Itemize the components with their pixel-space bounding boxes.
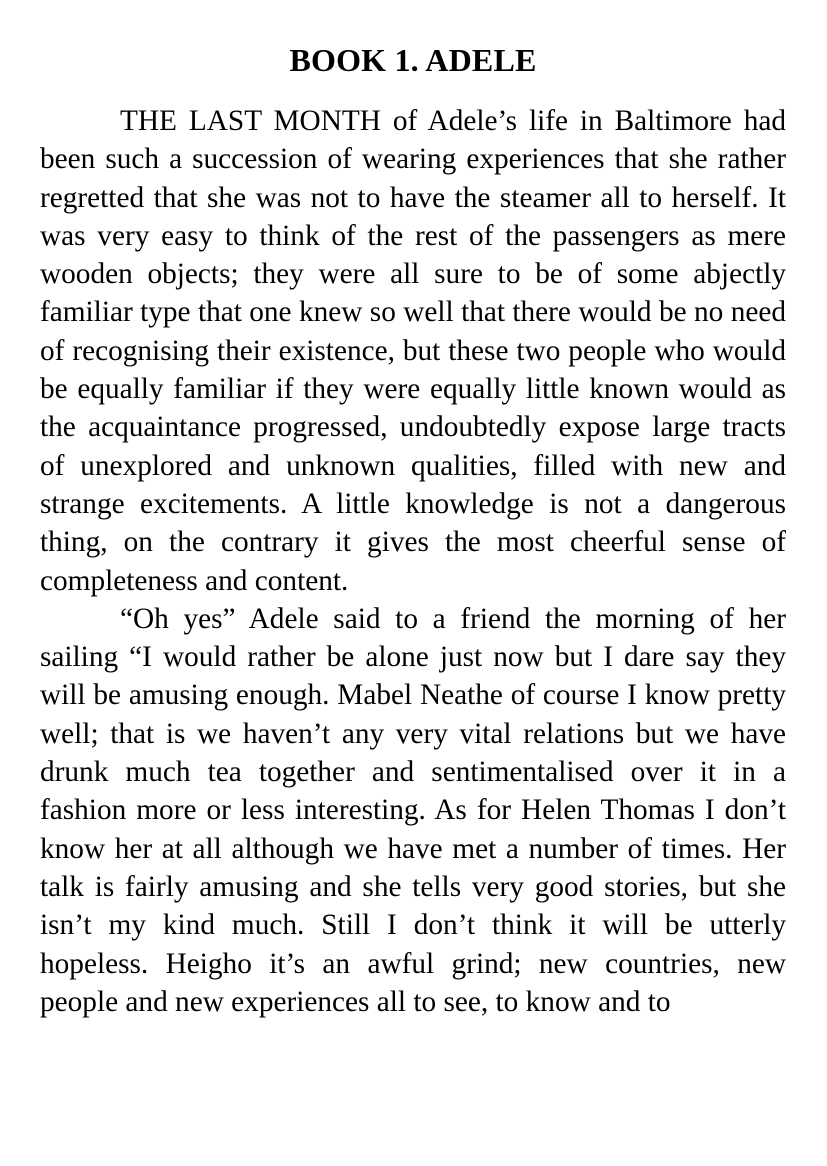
paragraph-2: “Oh yes” Adele said to a friend the morning of her sailing “I would rather be alone just now but I dare say they will be amusing enough. Mabel Neathe of course I know pretty well; that is we haven’t any very vital relations but we have drunk much tea together and sentimentalised over it in a fashion more or less interesting. As for Helen Thomas I don’t know her at all although we have met a number of times. Her talk is fairly amusing and she tells very good stories, but she isn’t my kind much. Still I don’t think it will be utterly hopeless. Heigho it’s an awful grind; new countries, new people and new experiences all to see, to know and to bbox=[40, 602, 786, 1018]
paragraph-1: THE LAST MONTH of Adele’s life in Baltimore had been such a succession of wearing experiences that she rather regretted that she was not to have the steamer all to herself. It was very easy to think of the rest of the passengers as mere wooden objects; they were all sure to be of some abjectly familiar type that one knew so well that there would be no need of recognising their existence, but these two people who would be equally familiar if they were equally little known would as the acquaintance progressed, undoubtedly expose large tracts of unexplored and unknown qualities, filled with new and strange excitements. A little knowledge is not a dangerous thing, on the contrary it gives the most cheerful sense of completeness and content. bbox=[40, 105, 786, 597]
chapter-title: BOOK 1. ADELE bbox=[289, 42, 537, 78]
